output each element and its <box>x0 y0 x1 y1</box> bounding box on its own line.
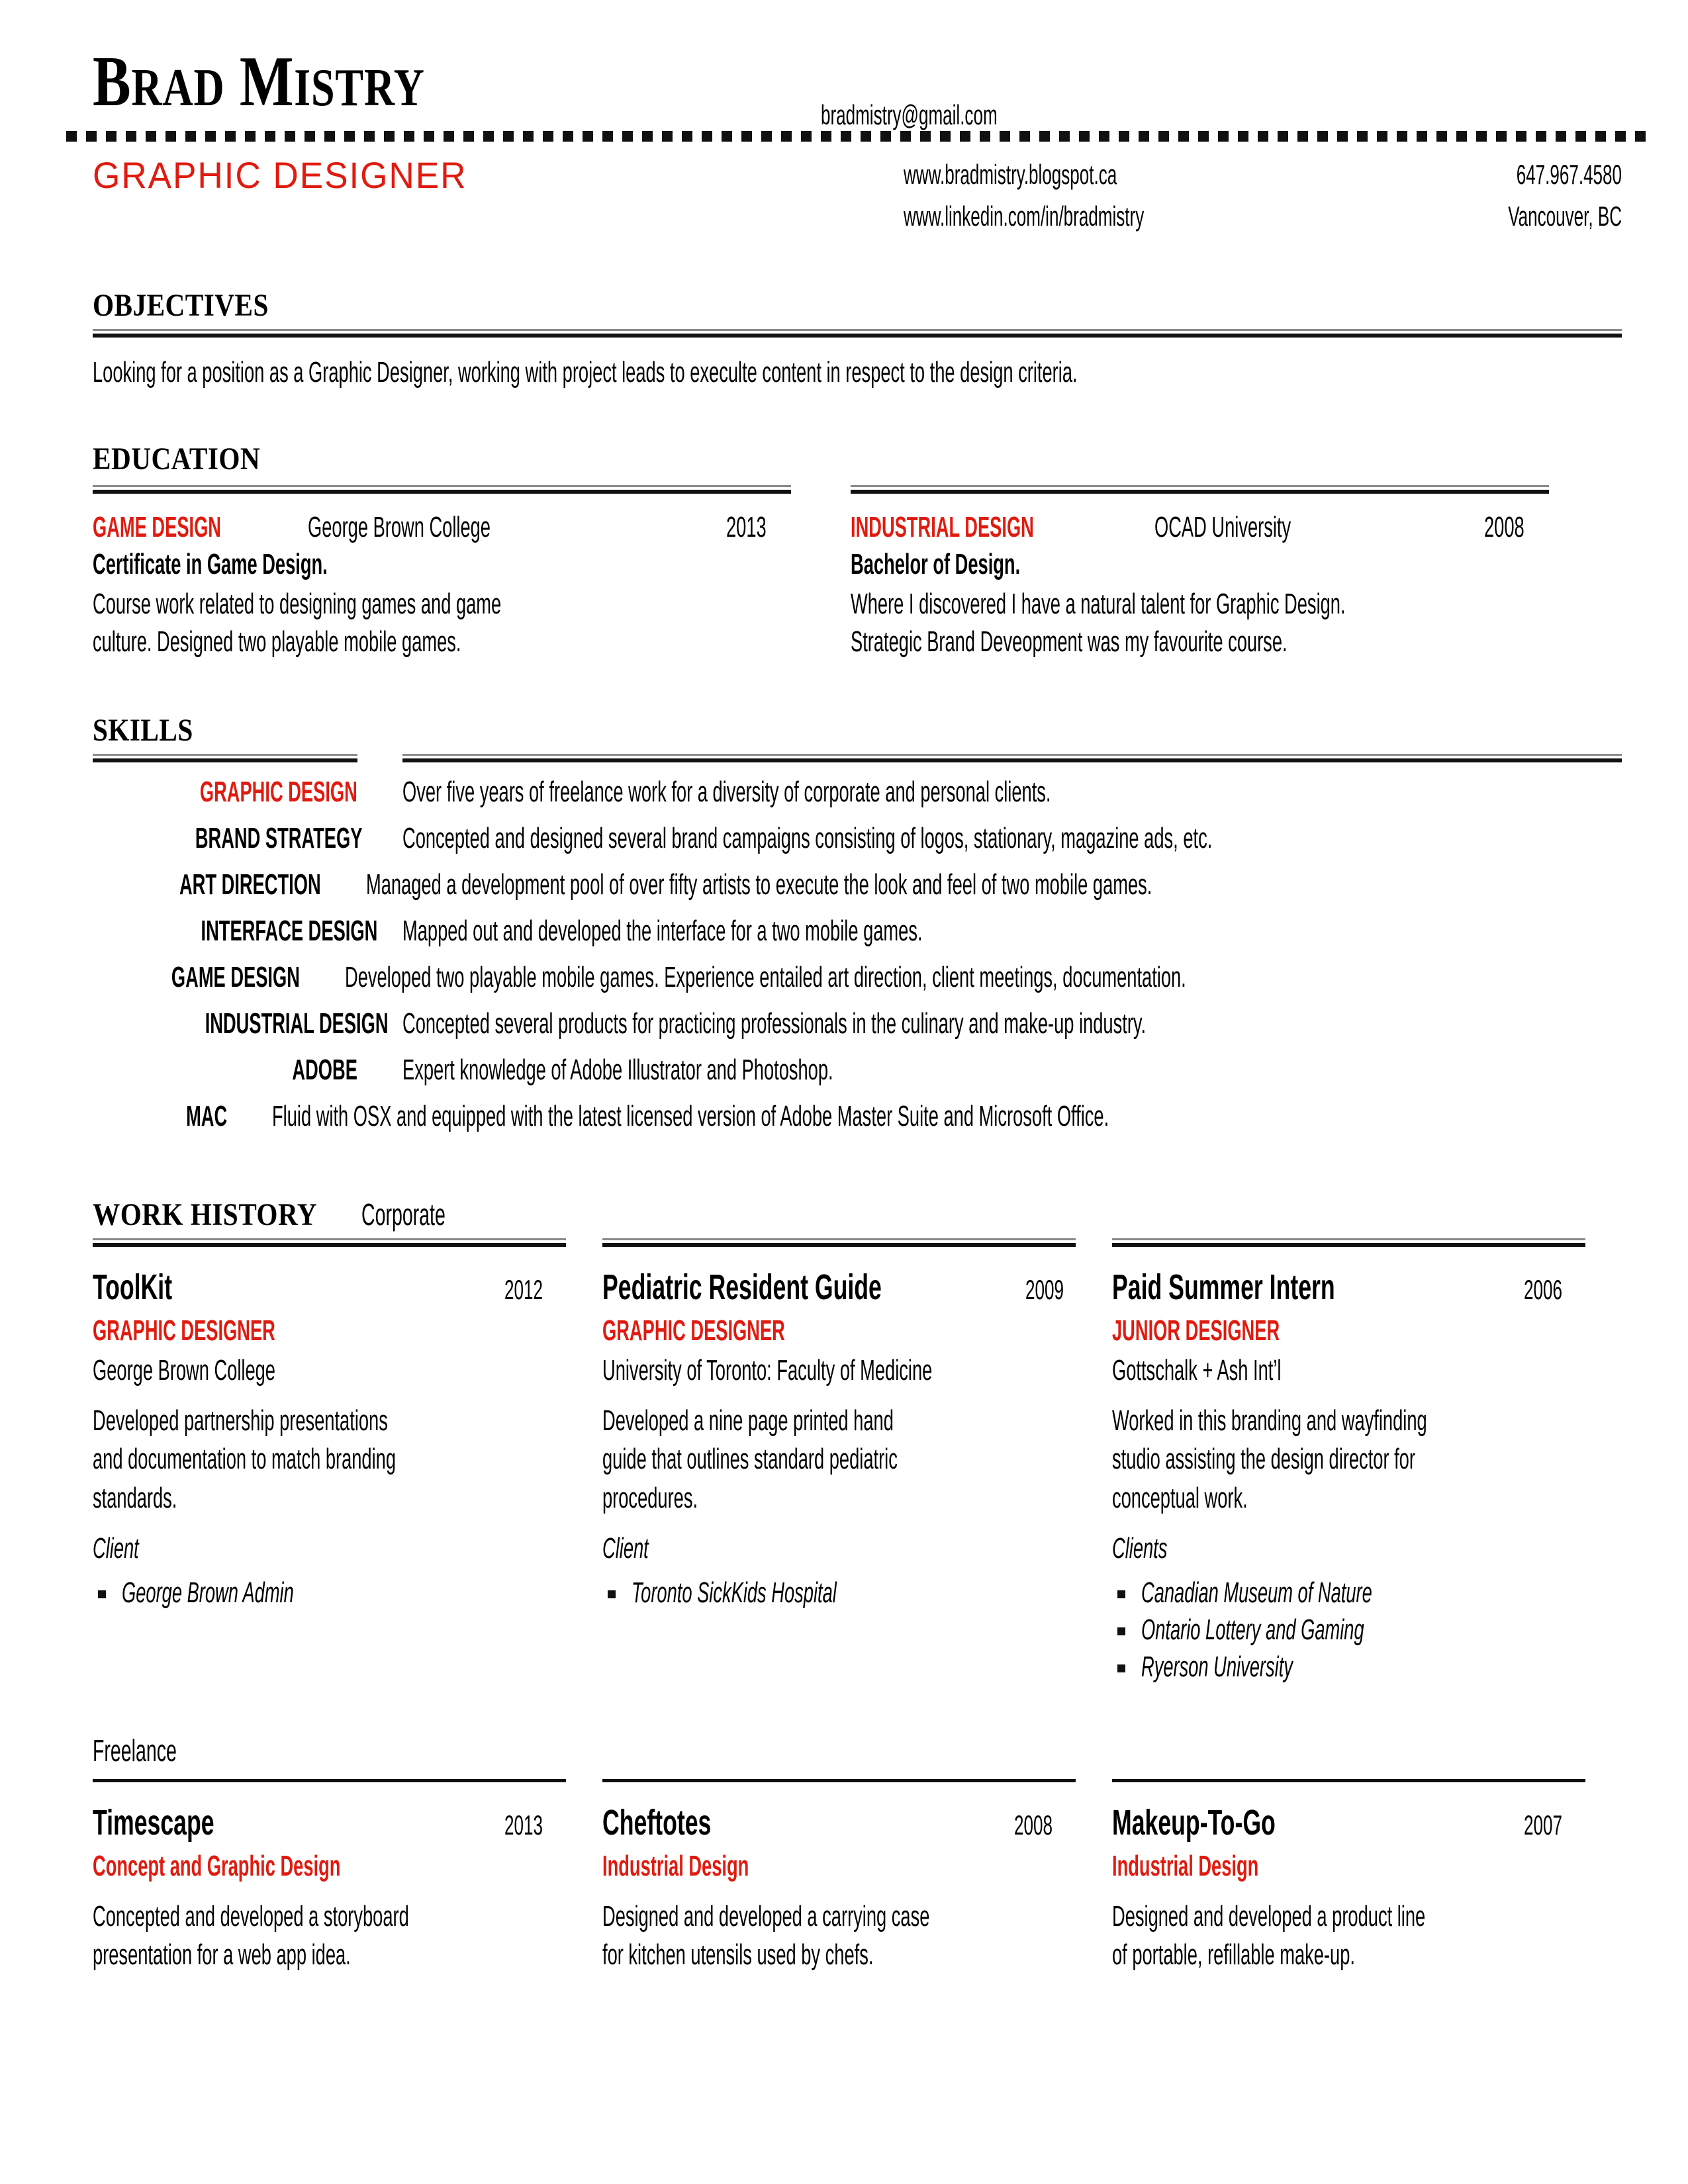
name-space <box>225 42 240 121</box>
objectives-rule <box>93 329 1622 338</box>
freelance-entry <box>602 1802 1076 1974</box>
freelance-entry <box>1112 1802 1585 1974</box>
work-rule <box>1112 1238 1585 1247</box>
linkedin-link[interactable]: www.linkedin.com/in/bradmistry <box>904 201 1145 232</box>
job-name: Paid Summer Intern <box>1112 1267 1335 1308</box>
job-role: GRAPHIC DESIGNER <box>93 1314 275 1347</box>
skills-section <box>93 712 1622 1133</box>
skill-row <box>93 915 1622 948</box>
job-description: Developed a nine page printed hand guide that outlines standard pediatric procedures. <box>602 1404 898 1514</box>
work-history-subheading: Corporate <box>361 1197 446 1232</box>
location-text: Vancouver, BC <box>1508 201 1622 232</box>
education-school: George Brown College <box>308 511 491 543</box>
job-description: Developed partnership presentations and documentation to match branding standards. <box>93 1404 397 1514</box>
education-entry <box>93 480 791 660</box>
job-title-row <box>1112 1267 1585 1308</box>
job-name: Makeup-To-Go <box>1112 1802 1276 1843</box>
education-title-group <box>851 511 1374 544</box>
education-heading: EDUCATION <box>93 441 261 477</box>
job-year: 2009 <box>1025 1274 1064 1306</box>
objectives-text: Looking for a position as a Graphic Designer, working with project leads to execulte content in respect to the design criteria. <box>93 356 1078 388</box>
education-description: Course work related to designing games and game culture. Designed two playable mobile games. <box>93 588 502 659</box>
freelance-rule <box>602 1779 1076 1782</box>
phone-number[interactable]: 647.967.4580 <box>1516 159 1622 190</box>
job-organization: University of Toronto: Faculty of Medicine <box>602 1354 933 1387</box>
job-entry <box>1112 1267 1585 1686</box>
list-item: George Brown Admin <box>93 1574 566 1612</box>
skill-description: Expert knowledge of Adobe Illustrator and Photoshop. <box>402 1054 833 1087</box>
skill-label: GAME DESIGN <box>171 961 300 994</box>
resume-header <box>93 0 1622 259</box>
education-section <box>93 441 1622 660</box>
candidate-name <box>93 42 425 121</box>
job-title: GRAPHIC DESIGNER <box>93 154 467 196</box>
job-description: Designed and developed a product line of portable, refillable make-up. <box>1112 1899 1426 1971</box>
skill-row <box>93 776 1622 809</box>
work-corporate-columns <box>93 1267 1622 1686</box>
education-columns <box>93 480 1622 660</box>
education-rule <box>93 485 791 494</box>
education-rule <box>851 485 1549 494</box>
subheader-row <box>93 142 1622 259</box>
job-organization: Gottschalk + Ash Int’l <box>1112 1354 1282 1387</box>
job-title-row <box>93 1802 566 1843</box>
education-field: INDUSTRIAL DESIGN <box>851 511 1034 543</box>
job-organization: George Brown College <box>93 1354 275 1387</box>
list-item: Canadian Museum of Nature <box>1112 1574 1585 1612</box>
skill-label: INTERFACE DESIGN <box>201 915 378 948</box>
education-year: 2008 <box>1484 511 1524 543</box>
freelance-rule <box>1112 1779 1585 1782</box>
skill-description: Fluid with OSX and equipped with the latest licensed version of Adobe Master Suite and Microsoft Office. <box>272 1100 1109 1133</box>
skill-description: Over five years of freelance work for a diversity of corporate and personal clients. <box>402 776 1051 809</box>
square-bullet-icon <box>1117 1627 1125 1635</box>
job-entry <box>602 1267 1076 1686</box>
work-history-heading: WORK HISTORY <box>93 1197 317 1233</box>
job-role: JUNIOR DESIGNER <box>1112 1314 1280 1347</box>
skill-row <box>93 868 1622 901</box>
skill-row <box>93 822 1622 855</box>
skill-description: Mapped out and developed the interface for a two mobile games. <box>402 915 923 948</box>
work-history-heading-row <box>93 1197 1622 1233</box>
freelance-rule <box>93 1779 566 1782</box>
education-degree: Certificate in Game Design. <box>93 548 328 580</box>
job-year: 2012 <box>504 1274 543 1306</box>
skill-description: Concepted several products for practicing professionals in the culinary and make-up industry. <box>402 1007 1147 1040</box>
education-year: 2013 <box>726 511 767 543</box>
job-name: ToolKit <box>93 1267 173 1308</box>
clients-label: Client <box>93 1531 139 1565</box>
education-description: Where I discovered I have a natural talent for Graphic Design. Strategic Brand Deveopment was my favourite course. <box>851 588 1346 659</box>
job-role: Industrial Design <box>1112 1849 1259 1882</box>
education-header-line <box>93 511 791 544</box>
skill-description: Managed a development pool of over fifty artists to execute the look and feel of two mobile games. <box>365 868 1152 901</box>
job-name: Cheftotes <box>602 1802 712 1843</box>
objectives-heading: OBJECTIVES <box>93 288 269 323</box>
blog-link[interactable]: www.bradmistry.blogspot.ca <box>904 159 1117 190</box>
name-initial-first: B <box>93 42 132 121</box>
skill-row <box>93 1100 1622 1133</box>
square-bullet-icon <box>1117 1590 1125 1598</box>
job-entry <box>93 1267 566 1686</box>
skill-label: ART DIRECTION <box>179 868 321 901</box>
education-entry <box>851 480 1549 660</box>
work-freelance-rules <box>93 1779 1622 1782</box>
square-bullet-icon <box>608 1590 616 1598</box>
email-row <box>821 99 1105 131</box>
skill-row <box>93 1007 1622 1040</box>
objectives-section <box>93 287 1622 389</box>
name-first-rest: RAD <box>131 59 225 117</box>
job-role: Industrial Design <box>602 1849 749 1882</box>
job-description: Concepted and developed a storyboard presentation for a web app idea. <box>93 1899 409 1971</box>
skills-rules <box>93 754 1622 762</box>
job-title-row <box>1112 1802 1585 1843</box>
email-text[interactable]: bradmistry@gmail.com <box>821 99 998 130</box>
freelance-label: Freelance <box>93 1733 177 1768</box>
objectives-body <box>93 356 1622 389</box>
skill-label: INDUSTRIAL DESIGN <box>205 1007 389 1040</box>
list-item: Ontario Lottery and Gaming <box>1112 1612 1585 1649</box>
education-school: OCAD University <box>1154 511 1291 543</box>
education-field: GAME DESIGN <box>93 511 222 543</box>
work-rule <box>93 1238 566 1247</box>
job-year: 2008 <box>1013 1809 1053 1841</box>
skill-label: MAC <box>185 1100 228 1133</box>
skills-rule-left <box>93 754 357 762</box>
skills-rule-right <box>402 754 1622 762</box>
work-history-section <box>93 1197 1622 1974</box>
skills-heading: SKILLS <box>93 713 193 749</box>
education-title-group <box>93 511 602 544</box>
job-name: Pediatric Resident Guide <box>602 1267 882 1308</box>
clients-list <box>1112 1574 1585 1686</box>
job-year: 2007 <box>1523 1809 1562 1841</box>
clients-label: Client <box>602 1531 649 1565</box>
clients-list <box>602 1574 1076 1612</box>
name-initial-last: M <box>239 42 295 121</box>
job-year: 2006 <box>1523 1274 1562 1306</box>
job-description: Worked in this branding and wayfinding studio assisting the design director for conceptual work. <box>1112 1404 1427 1514</box>
work-corporate-rules <box>93 1238 1622 1247</box>
work-freelance-columns <box>93 1802 1622 1974</box>
job-title-row <box>93 1267 566 1308</box>
skill-label: ADOBE <box>292 1054 357 1087</box>
skill-label: GRAPHIC DESIGN <box>200 776 357 809</box>
education-degree: Bachelor of Design. <box>851 548 1021 580</box>
education-header-line <box>851 511 1549 544</box>
job-year: 2013 <box>504 1809 543 1841</box>
dotted-divider <box>66 131 1648 142</box>
skill-description: Concepted and designed several brand campaigns consisting of logos, stationary, magazine ads, etc. <box>402 822 1213 855</box>
square-bullet-icon <box>1117 1664 1125 1672</box>
skill-label: BRAND STRATEGY <box>195 822 363 855</box>
job-name: Timescape <box>93 1802 214 1843</box>
name-last-rest: ISTRY <box>294 59 425 117</box>
job-description: Designed and developed a carrying case for kitchen utensils used by chefs. <box>602 1899 930 1971</box>
freelance-entry <box>93 1802 566 1974</box>
links-block <box>904 154 1291 237</box>
list-item: Toronto SickKids Hospital <box>602 1574 1076 1612</box>
job-role: GRAPHIC DESIGNER <box>602 1314 785 1347</box>
skill-row <box>93 961 1622 994</box>
job-title-row <box>602 1267 1076 1308</box>
list-item: Ryerson University <box>1112 1649 1585 1686</box>
clients-label: Clients <box>1112 1531 1168 1565</box>
clients-list <box>93 1574 566 1612</box>
skill-row <box>93 1054 1622 1087</box>
square-bullet-icon <box>98 1590 106 1598</box>
job-title-row <box>602 1802 1076 1843</box>
work-rule <box>602 1238 1076 1247</box>
job-role: Concept and Graphic Design <box>93 1849 341 1882</box>
contact-right-block <box>1390 154 1622 237</box>
skill-description: Developed two playable mobile games. Experience entailed art direction, client meetings, documentation. <box>344 961 1186 994</box>
